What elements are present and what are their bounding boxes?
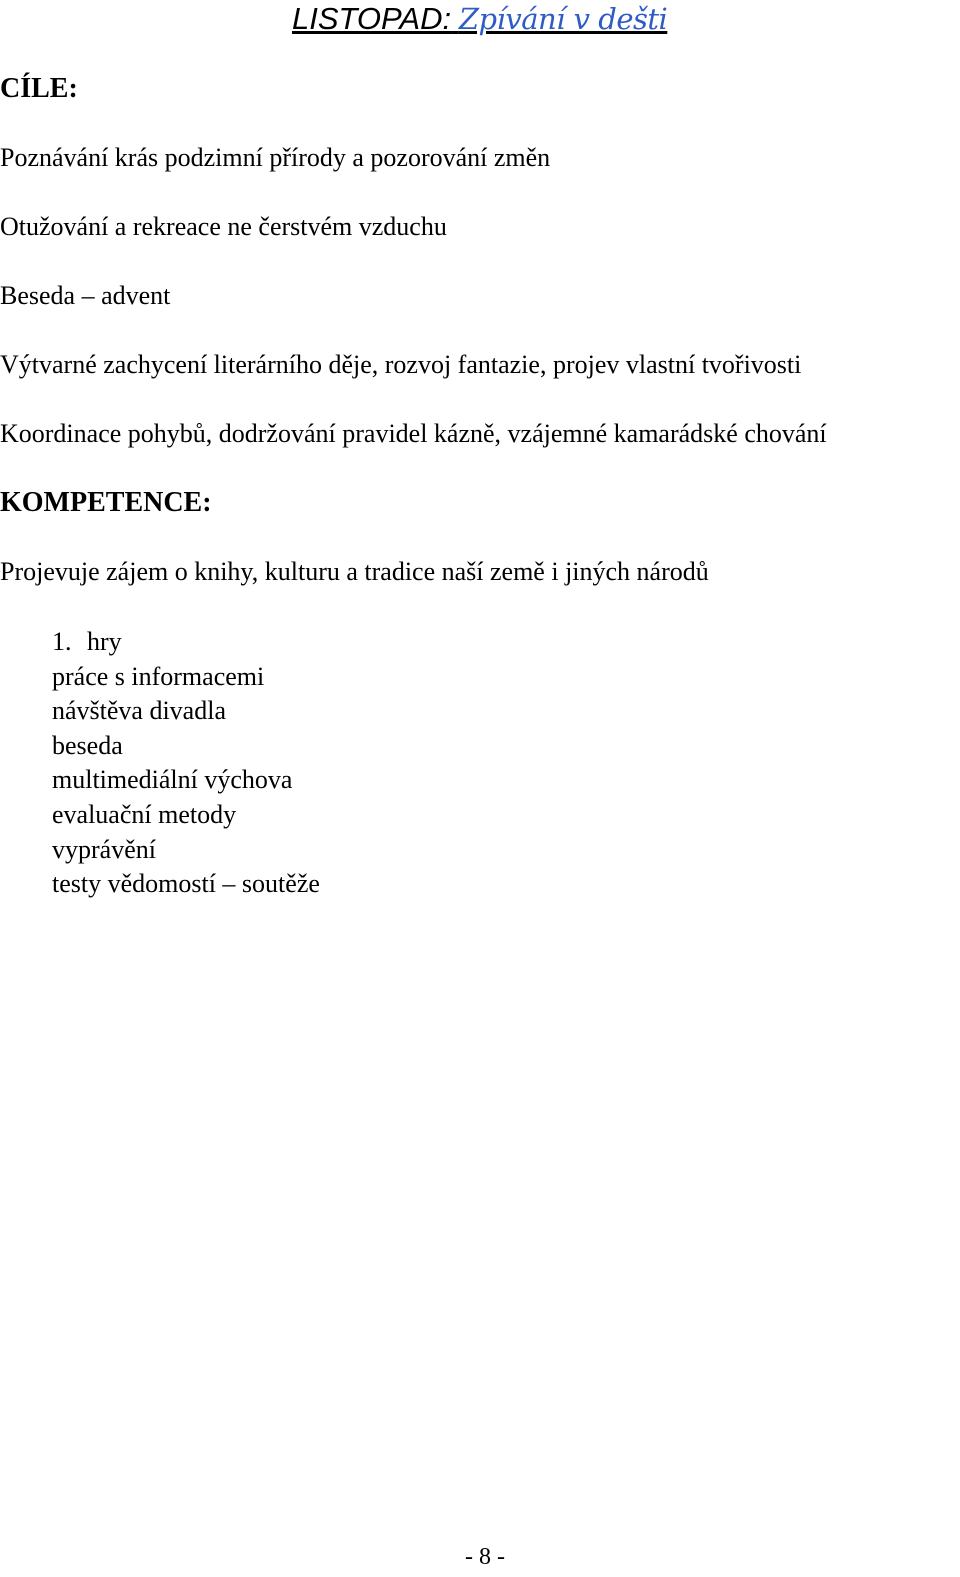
- list-item: testy vědomostí – soutěže: [52, 869, 320, 899]
- title-subtitle: Zpívání v dešti: [458, 2, 668, 36]
- goal-item: Beseda – advent: [0, 281, 171, 310]
- list-item: beseda: [52, 730, 123, 760]
- list-item-label: hry: [87, 627, 122, 656]
- goal-item: Koordinace pohybů, dodržování pravidel kázně, vzájemné kamarádské chování: [0, 419, 827, 448]
- list-item: vyprávění: [52, 834, 156, 864]
- list-number: 1.: [52, 627, 72, 656]
- goal-item: Otužování a rekreace ne čerstvém vzduchu: [0, 212, 447, 241]
- list-item: evaluační metody: [52, 799, 237, 829]
- list-item: multimediální výchova: [52, 765, 293, 795]
- goal-item: Výtvarné zachycení literárního děje, rozvoj fantazie, projev vlastní tvořivosti: [0, 350, 802, 379]
- page-number: - 8 -: [465, 1544, 505, 1570]
- competence-text: Projevuje zájem o knihy, kulturu a tradice naší země i jiných národů: [0, 557, 709, 586]
- methods-list: [52, 625, 320, 902]
- title-label: LISTOPAD:: [292, 1, 452, 36]
- page-title: [292, 0, 667, 38]
- competence-heading: KOMPETENCE:: [0, 487, 212, 518]
- goals-heading: CÍLE:: [0, 73, 78, 104]
- list-item: práce s informacemi: [52, 661, 265, 691]
- goal-item: Poznávání krás podzimní přírody a pozorování změn: [0, 143, 551, 172]
- list-item: návštěva divadla: [52, 696, 226, 726]
- list-item: [52, 625, 320, 660]
